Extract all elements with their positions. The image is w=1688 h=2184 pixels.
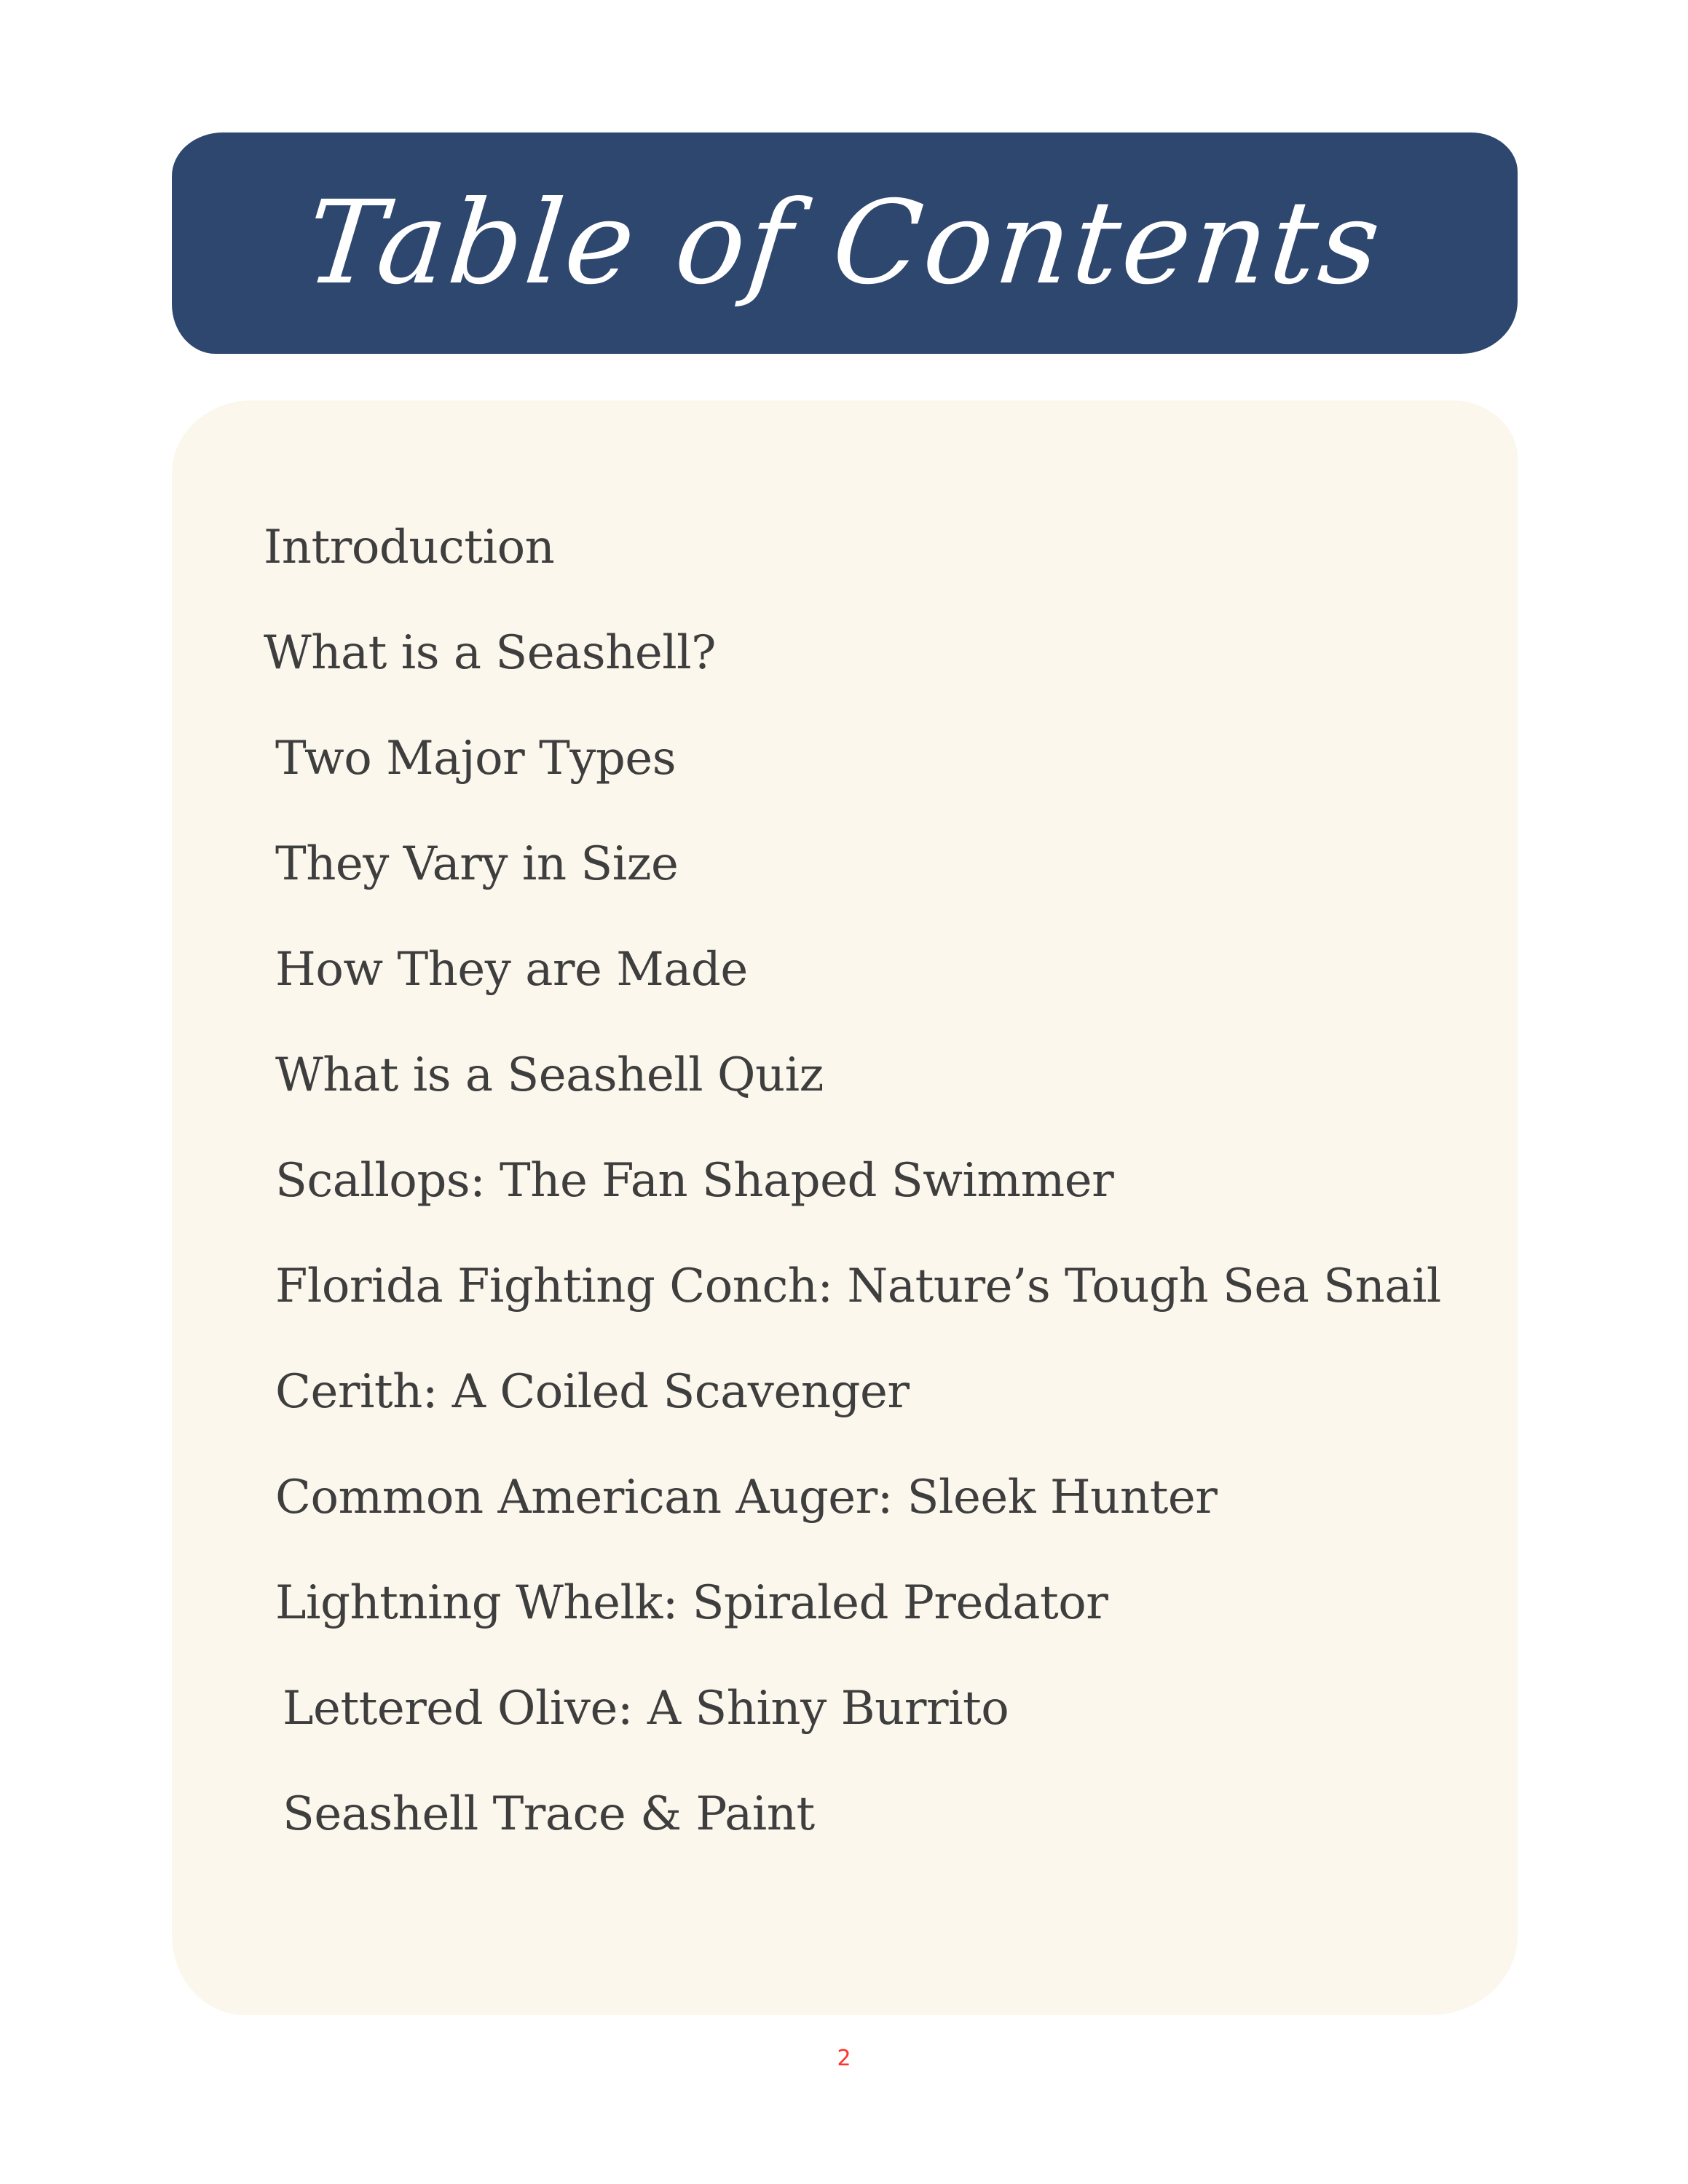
toc-item-introduction[interactable]: Introduction (264, 521, 555, 574)
toc-item-how-they-are-made[interactable]: How They are Made (275, 943, 748, 997)
toc-item-scallops[interactable]: Scallops: The Fan Shaped Swimmer (275, 1154, 1114, 1208)
toc-item-lettered-olive[interactable]: Lettered Olive: A Shiny Burrito (283, 1682, 1009, 1736)
toc-item-lightning-whelk[interactable]: Lightning Whelk: Spiraled Predator (275, 1576, 1108, 1630)
toc-item-two-major-types[interactable]: Two Major Types (275, 732, 677, 786)
toc-panel (172, 400, 1518, 2015)
toc-item-they-vary-in-size[interactable]: They Vary in Size (275, 837, 679, 891)
toc-item-florida-fighting-conch[interactable]: Florida Fighting Conch: Nature’s Tough Sea Snail (275, 1259, 1441, 1313)
toc-item-what-is-a-seashell[interactable]: What is a Seashell? (264, 626, 716, 680)
toc-item-cerith[interactable]: Cerith: A Coiled Scavenger (275, 1365, 910, 1419)
title-banner (172, 132, 1518, 354)
toc-list (172, 400, 1518, 2015)
toc-item-seashell-trace-paint[interactable]: Seashell Trace & Paint (283, 1787, 815, 1841)
page-number: 2 (837, 2046, 851, 2071)
toc-item-seashell-quiz[interactable]: What is a Seashell Quiz (275, 1048, 824, 1102)
page-title: Table of Contents (300, 176, 1389, 310)
toc-item-common-american-auger[interactable]: Common American Auger: Sleek Hunter (275, 1471, 1218, 1524)
